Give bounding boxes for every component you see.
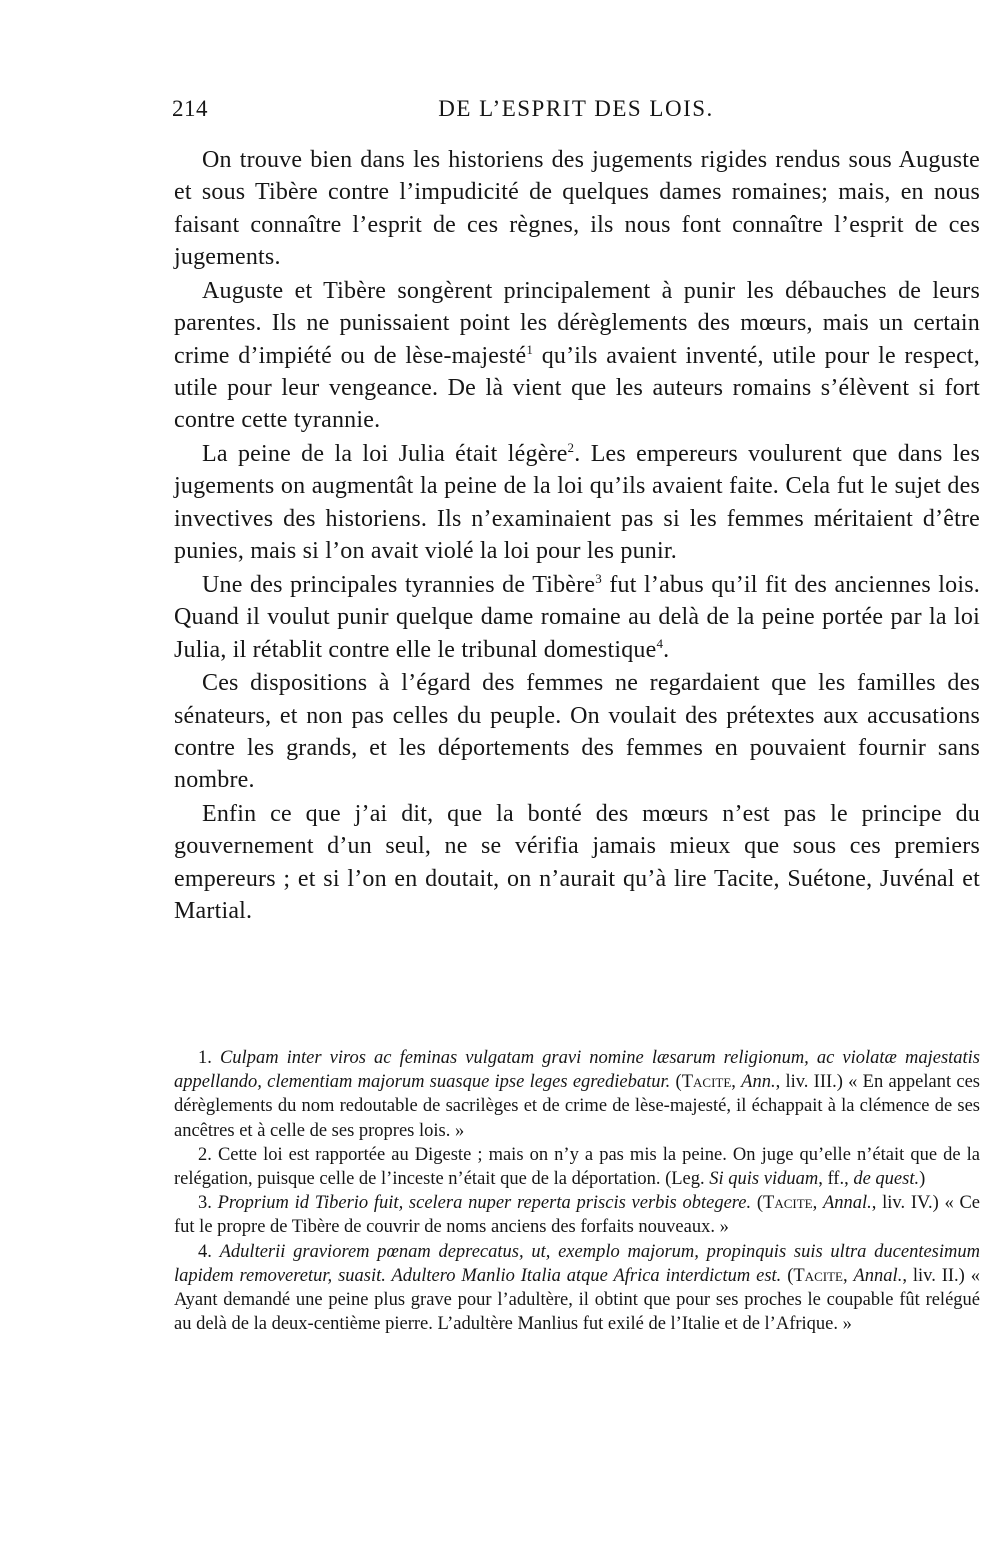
footnote-3: 3. Proprium id Tiberio fuit, scelera nuper reperta priscis verbis obtegere. (Tacite, Annal., liv. IV.) « Ce fut le propre de Tibère de couvrir de noms anciens des forfaits nouveaux. » (174, 1193, 980, 1238)
footnote-italic-b: de quest. (853, 1169, 920, 1190)
footnote-text-b: , ff., (818, 1169, 854, 1190)
footnote-location: , liv. IV.) (871, 1193, 939, 1214)
footnote-ref-4: 4 (656, 635, 664, 651)
paragraph-3-text-b: . Les empereurs voulurent que dans les jugements on augmentât la peine de la loi qu’ils avaient faite. Cela fut le sujet des invectives des historiens. Ils n’examinaient pas si les femmes méritaient d’être punies, mais si l’on avait violé la loi pour les punir. (174, 441, 980, 565)
footnote-1: 1. Culpam inter viros ac feminas vulgatam gravi nomine læsarum religionum, ac violatæ majestatis appellando, clementiam majorum suasque ipse leges egrediebatur. (Tacite, Ann., liv. III.) « En appelant ces dérèglements du nom redoutable de sacrilèges et de crime de lèse-majesté, il échappait à la clémence de ses ancêtres et à celle de ses propres lois. » (174, 1048, 981, 1141)
paragraph-4-text-b: fut l’abus qu’il fit des anciennes lois. Quand il voulut punir quelque dame romaine au delà de la peine portée par la loi Julia, il rétablit contre elle le tribunal domestique (174, 571, 980, 663)
paragraph-4-text-c: . (663, 636, 670, 663)
footnote-latin: Culpam inter viros ac feminas vulgatam gravi nomine læsarum religionum, ac violatæ majestatis appellando, clementiam majorum suasque ipse leges egrediebatur. (174, 1048, 981, 1093)
footnote-location: , liv. III.) (775, 1072, 843, 1093)
footnote-latin: Proprium id Tiberio fuit, scelera nuper reperta priscis verbis obtegere. (217, 1193, 752, 1214)
footnote-text-a: Cette loi est rapportée au Digeste ; mais on n’y a pas mis la peine. On juge qu’elle n’était que de la relégation, puisque celle de l’inceste n’était que de la déportation. (Leg. (174, 1144, 980, 1190)
paragraph-4-text-a: Une des principales tyrannies de Tibère (202, 571, 596, 598)
footnote-ref-2: 2 (567, 440, 575, 456)
footnotes (174, 1046, 980, 1336)
footnote-2 (174, 1143, 980, 1191)
footnote-translation: « Ayant demandé une peine plus grave pour l’adultère, il obtint que pour ses proches le coupable fût relégué au delà de la deux-centième pierre. L’adultère Manlius fut exilé de l’Italie et de l’Afrique. » (174, 1265, 981, 1335)
footnote-author: Tacite (681, 1072, 732, 1093)
footnote-number: 4. (198, 1241, 212, 1262)
footnote-ref-1: 1 (526, 341, 534, 357)
paragraph-1: On trouve bien dans les historiens des jugements rigides rendus sous Auguste et sous Tibère contre l’impudicité de quelques dames romaines; mais, en nous faisant connaître l’esprit de ces règnes, ils nous font connaître l’esprit de ces jugements. (174, 147, 980, 271)
footnote-latin: Adulterii graviorem pœnam deprecatus, ut, exemplo majorum, propinquis suis ultra ducentesimum lapidem removeretur, suasit. Adultero Manlio Italia atque Africa interdictum est. (174, 1241, 980, 1286)
paragraph-2 (174, 275, 980, 437)
footnote-translation: « En appelant ces dérèglements du nom redoutable de sacrilèges et de crime de lèse-majesté, il échappait à la clémence de ses ancêtres et à celle de ses propres lois. » (174, 1072, 980, 1141)
footnote-number: 2. (198, 1144, 212, 1165)
footnote-ref-3: 3 (595, 570, 602, 586)
paragraph-3 (174, 438, 980, 568)
paragraph-2-text-b: qu’ils avaient inventé, utile pour le respect, utile pour leur vengeance. De là vient que les auteurs romains s’élèvent si fort contre cette tyrannie. (174, 342, 980, 434)
footnote-number: 1. (198, 1048, 212, 1068)
running-head (172, 96, 980, 130)
paragraph-6: Enfin ce que j’ai dit, que la bonté des mœurs n’est pas le principe du gouvernement d’un seul, ne se vérifia jamais mieux que sous ces premiers empereurs ; et si l’on en doutait, on n’aurait qu’à lire Tacite, Suétone, Juvénal et Martial. (174, 801, 980, 925)
footnote-4: 4. Adulterii graviorem pœnam deprecatus, ut, exemplo majorum, propinquis suis ultra ducentesimum lapidem removeretur, suasit. Adultero Manlio Italia atque Africa interdictum est. (Tacite, Annal., liv. II.) « Ayant demandé une peine plus grave pour l’adultère, il obtint que pour ses proches le coupable fût relégué au delà de la deux-centième pierre. L’adultère Manlius fut exilé de l’Italie et de l’Afrique. » (174, 1241, 981, 1335)
paragraph-4 (174, 569, 980, 666)
page-number: 214 (172, 96, 208, 121)
footnote-author: Tacite (793, 1265, 843, 1286)
footnote-author: Tacite (763, 1193, 813, 1214)
footnote-work: Annal. (853, 1265, 903, 1286)
footnote-text-c: ) (919, 1169, 926, 1190)
paragraph-2-text-a: Auguste et Tibère songèrent principalement à punir les débauches de leurs parentes. Ils ne punissaient point les dérèglements des mœurs, mais un certain crime d’impiété ou de lèse-majesté (174, 277, 980, 369)
footnote-work: Ann. (741, 1072, 776, 1093)
footnote-translation: « Ce fut le propre de Tibère de couvrir de noms anciens des forfaits nouveaux. » (174, 1193, 980, 1238)
footnote-location: , liv. II.) (902, 1265, 965, 1286)
footnote-italic-a: Si quis viduam (709, 1169, 819, 1190)
running-title: DE L’ESPRIT DES LOIS. (438, 96, 714, 121)
footnote-number: 3. (198, 1193, 212, 1214)
paragraph-5: Ces dispositions à l’égard des femmes ne regardaient que les familles des sénateurs, et non pas celles du peuple. On voulait des prétextes aux accusations contre les grands, et les déportements des femmes en pouvaient fournir sans nombre. (174, 670, 980, 794)
main-text (174, 144, 980, 929)
footnote-work: Annal. (822, 1193, 872, 1214)
paragraph-3-text-a: La peine de la loi Julia était légère (202, 441, 568, 468)
